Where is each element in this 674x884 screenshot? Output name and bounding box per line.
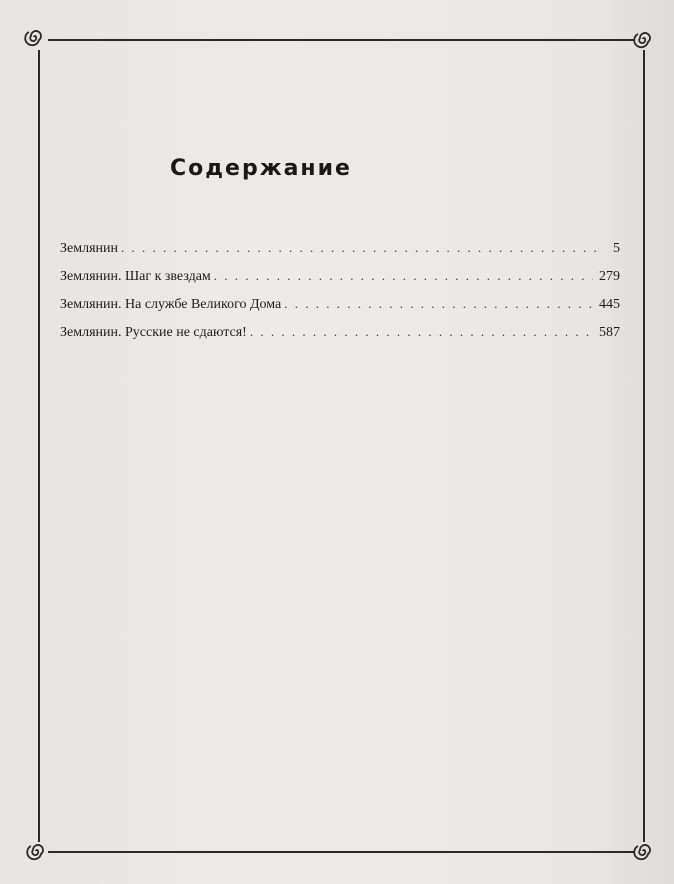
frame-border-top [48,39,634,41]
toc-entry-title: Землянин. Русские не сдаются! [60,325,247,340]
frame-border-right [643,50,645,842]
toc-entry[interactable] [60,296,620,324]
spiral-icon [24,838,50,864]
table-of-contents [60,240,620,352]
toc-dot-leader [121,240,604,256]
toc-entry-title: Землянин. На службе Великого Дома [60,297,282,312]
spiral-icon [22,24,48,50]
frame-border-left [38,50,40,842]
toc-entry[interactable] [60,268,620,296]
frame-border-bottom [48,851,634,853]
toc-entry-page: 445 [599,297,620,312]
toc-entry[interactable] [60,324,620,352]
toc-entry-title: Землянин [60,241,118,256]
toc-entry-page: 5 [613,241,620,256]
toc-dot-leader [250,324,593,340]
spiral-icon [631,838,657,864]
page-title: Содержание [170,156,352,181]
toc-entry[interactable] [60,240,620,268]
toc-entry-page: 587 [599,325,620,340]
toc-entry-page: 279 [599,269,620,284]
spiral-icon [631,26,657,52]
toc-dot-leader [214,268,593,284]
toc-dot-leader [284,296,593,312]
toc-entry-title: Землянин. Шаг к звездам [60,269,211,284]
